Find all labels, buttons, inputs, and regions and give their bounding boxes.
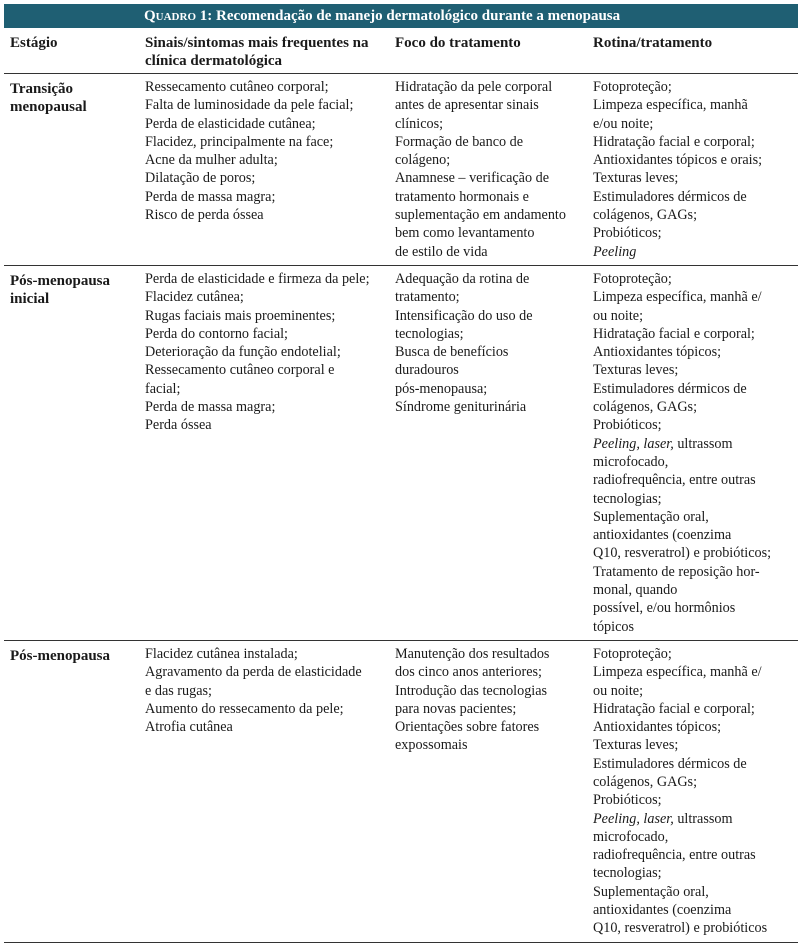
rotina-line: radiofrequência, entre outras <box>593 472 756 489</box>
foco-line: pós-menopausa; <box>395 380 488 397</box>
foco-line: duradouros <box>395 362 459 379</box>
foco-line: Manutenção dos resultados <box>395 645 550 662</box>
rotina-line: Hidratação facial e corporal; <box>593 700 755 717</box>
foco-line: Adequação da rotina de <box>395 270 530 287</box>
rotina-line: Texturas leves; <box>593 362 679 379</box>
foco-line: Anamnese – verificação de <box>395 170 550 187</box>
rotina-line: Probióticos; <box>593 792 662 809</box>
foco-line: Intensificação do uso de <box>395 307 533 324</box>
italic-term: Peeling <box>593 243 637 260</box>
sinais-line: Flacidez cutânea; <box>145 289 244 306</box>
foco-line: Introdução das tecnologias <box>395 682 548 699</box>
rotina-line: radiofrequência, entre outras <box>593 847 756 864</box>
sinais-line: Deterioração da função endotelial; <box>145 344 341 361</box>
table-title <box>4 4 798 28</box>
foco-cell <box>389 74 587 266</box>
sinais-line: Agravamento da perda de elasticidade <box>145 664 362 681</box>
stage-cell: Pós-menopausa <box>10 647 111 664</box>
rotina-line: tópicos <box>593 618 634 635</box>
stage-cell: Pós-menopausa inicial <box>10 272 111 307</box>
foco-line: de estilo de vida <box>395 243 488 260</box>
sinais-cell <box>139 640 389 942</box>
foco-line: Orientações sobre fatores <box>395 719 540 736</box>
rotina-line: Fotoproteção; <box>593 270 672 287</box>
rotina-line: antioxidantes (coenzima <box>593 902 732 919</box>
table-title-text: Recomendação de manejo dermatológico durante a menopausa <box>216 8 621 24</box>
italic-term: Peeling, laser, <box>593 810 674 827</box>
foco-line: Busca de benefícios <box>395 344 509 361</box>
rotina-line: monal, quando <box>593 582 678 599</box>
foco-line: para novas pacientes; <box>395 700 517 717</box>
foco-line: Síndrome geniturinária <box>395 399 527 416</box>
foco-line: tratamento; <box>395 289 460 306</box>
sinais-cell <box>139 74 389 266</box>
sinais-line: Perda de massa magra; <box>145 399 276 416</box>
table-header-row <box>4 28 798 74</box>
rotina-line: possível, e/ou hormônios <box>593 600 736 617</box>
sinais-line: Rugas faciais mais proeminentes; <box>145 307 336 324</box>
rotina-line: Q10, resveratrol) e probióticos <box>593 920 768 937</box>
sinais-line: Flacidez cutânea instalada; <box>145 645 298 662</box>
sinais-line: e das rugas; <box>145 682 212 699</box>
sinais-line: Ressecamento cutâneo corporal; <box>145 79 329 95</box>
table-row <box>4 640 798 942</box>
sinais-line: Perda de massa magra; <box>145 188 276 205</box>
table-body <box>4 74 798 943</box>
rotina-line: Probióticos; <box>593 225 662 242</box>
sinais-line: Aumento do ressecamento da pele; <box>145 700 344 717</box>
foco-line: suplementação em andamento <box>395 207 566 224</box>
sinais-line: Dilatação de poros; <box>145 170 256 187</box>
sinais-line: Flacidez, principalmente na face; <box>145 133 334 150</box>
foco-cell <box>389 640 587 942</box>
rotina-line: Fotoproteção; <box>593 79 672 95</box>
foco-cell <box>389 265 587 640</box>
rotina-line: ou noite; <box>593 307 644 324</box>
rotina-line: colágenos, GAGs; <box>593 773 698 790</box>
sinais-line: Perda do contorno facial; <box>145 325 289 342</box>
rotina-line: antioxidantes (coenzima <box>593 527 732 544</box>
header-foco: Foco do tratamento <box>395 35 521 51</box>
rotina-line: Antioxidantes tópicos; <box>593 719 722 736</box>
rotina-line: colágenos, GAGs; <box>593 207 698 224</box>
table-row <box>4 265 798 640</box>
rotina-line: Hidratação facial e corporal; <box>593 325 755 342</box>
sinais-line: Acne da mulher adulta; <box>145 152 278 169</box>
rotina-cell <box>587 640 798 942</box>
sinais-line: Perda de elasticidade cutânea; <box>145 115 316 132</box>
foco-line: clínicos; <box>395 115 444 132</box>
rotina-line: microfocado, <box>593 828 669 845</box>
rotina-line: Texturas leves; <box>593 737 679 754</box>
rotina-line <box>593 243 798 261</box>
foco-line: bem como levantamento <box>395 225 535 242</box>
foco-line: tecnologias; <box>395 325 464 342</box>
rotina-line: Limpeza específica, manhã e/ <box>593 664 762 681</box>
rotina-line: Suplementação oral, <box>593 883 709 900</box>
rotina-cell <box>587 74 798 266</box>
rotina-line: Peeling, laser, ultrassom <box>593 810 733 827</box>
table-title-prefix: Quadro 1: <box>144 8 213 24</box>
italic-term: Peeling, laser, <box>593 435 674 452</box>
rotina-line: tecnologias; <box>593 865 662 882</box>
rotina-line: Peeling, laser, ultrassom <box>593 435 733 452</box>
sinais-line: Risco de perda óssea <box>145 207 264 224</box>
foco-line: Hidratação da pele corporal <box>395 79 553 95</box>
rotina-line: ou noite; <box>593 682 644 699</box>
rotina-line: Estimuladores dérmicos de <box>593 755 747 772</box>
table-row <box>4 74 798 266</box>
header-rotina: Rotina/tratamento <box>593 35 713 51</box>
rotina-line: Estimuladores dérmicos de <box>593 188 747 205</box>
header-estagio: Estágio <box>10 35 58 51</box>
recommendation-table <box>4 28 798 943</box>
rotina-line: Q10, resveratrol) e probióticos; <box>593 545 772 562</box>
foco-line: colágeno; <box>395 152 451 169</box>
foco-line: expossomais <box>395 737 468 754</box>
rotina-line: Probióticos; <box>593 417 662 434</box>
rotina-line: Estimuladores dérmicos de <box>593 380 747 397</box>
rotina-line: Limpeza específica, manhã <box>593 97 748 114</box>
rotina-line: e/ou noite; <box>593 115 654 132</box>
rotina-line: Suplementação oral, <box>593 508 709 525</box>
sinais-line: Atrofia cutânea <box>145 719 233 736</box>
rotina-line: Limpeza específica, manhã e/ <box>593 289 762 306</box>
rotina-line: Hidratação facial e corporal; <box>593 133 755 150</box>
sinais-line: facial; <box>145 380 181 397</box>
sinais-line: Perda de elasticidade e firmeza da pele; <box>145 270 370 287</box>
sinais-line: Perda óssea <box>145 417 212 434</box>
sinais-line: Falta de luminosidade da pele facial; <box>145 97 354 114</box>
rotina-line: colágenos, GAGs; <box>593 399 698 416</box>
rotina-line: microfocado, <box>593 453 669 470</box>
rotina-line: Antioxidantes tópicos; <box>593 344 722 361</box>
stage-cell: Transição menopausal <box>10 81 87 115</box>
sinais-line: Ressecamento cutâneo corporal e <box>145 362 335 379</box>
foco-line: antes de apresentar sinais <box>395 97 539 114</box>
foco-line: Formação de banco de <box>395 133 524 150</box>
rotina-line: tecnologias; <box>593 490 662 507</box>
sinais-cell <box>139 265 389 640</box>
rotina-line: Texturas leves; <box>593 170 679 187</box>
rotina-line: Tratamento de reposição hor- <box>593 563 760 580</box>
header-sinais: Sinais/sintomas mais frequentes na clínica dermatológica <box>145 35 369 69</box>
foco-line: dos cinco anos anteriores; <box>395 664 542 681</box>
rotina-line: Antioxidantes tópicos e orais; <box>593 152 763 169</box>
rotina-cell <box>587 265 798 640</box>
rotina-line: Fotoproteção; <box>593 645 672 662</box>
foco-line: tratamento hormonais e <box>395 188 529 205</box>
